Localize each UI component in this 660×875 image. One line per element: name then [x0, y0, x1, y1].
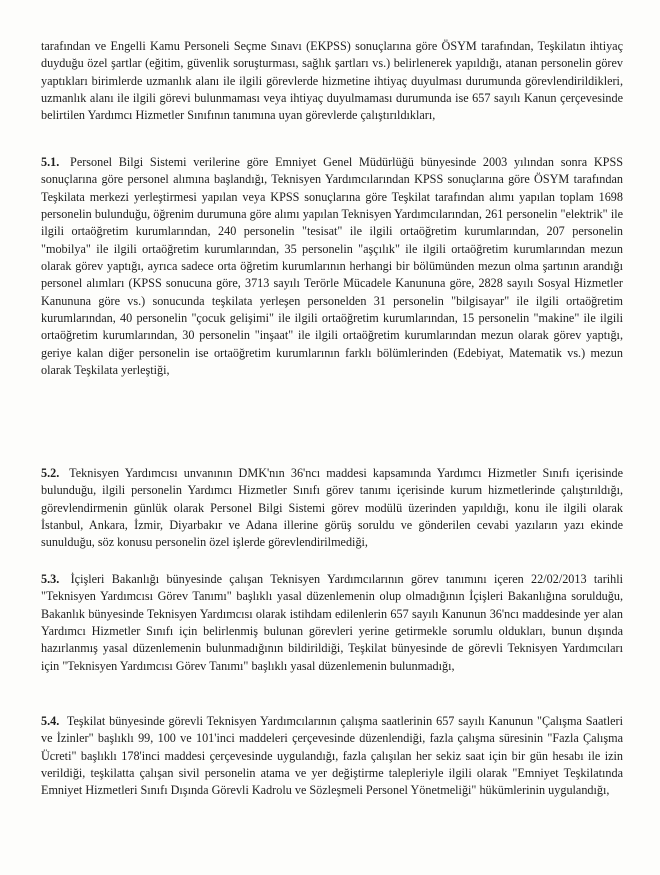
paragraph-text: Teşkilat bünyesinde görevli Teknisyen Yardımcılarının çalışma saatlerinin 657 sayılı Kanunun "Çalışma Saatleri ve İzinler" başlıklı 99, 100 ve 101'inci maddeleri çerçevesinde düzenlendiği, fazla çalışma süresinin "Fazla Çalışma Ücreti" başlıklı 178'inci maddesi çerçevesinde uygulandığı, fazla çalışılan her sekiz saat için bir gün hesabı ile izin verildiği, teşkilatta çalışan sivil personelin atama ve yer değiştirme talepleriyle ilgili olarak "Emniyet Teşkilatında Emniyet Hizmetleri Sınıfı Dışında Görevli Kadrolu ve Sözleşmeli Personel Yönetmeliği" hükümlerinin uygulandığı, — [41, 714, 623, 798]
paragraph-text: Teknisyen Yardımcısı unvanının DMK'nın 36'ncı maddesi kapsamında Yardımcı Hizmetler Sınıfı içerisinde bulunduğu, ilgili personelin Yardımcı Hizmetler Sınıfı görev tanımı içerisinde kurum hizmetlerinde çalıştırıldığı, görevlendirmenin günlük olarak Personel Bilgi Sistemi görev modülü üzerinden yapıldığı, konu ile ilgili olarak İstanbul, Ankara, İzmir, Diyarbakır ve Adana illerine görüş soruldu ve gönderilen cevabi yazıların yazı ekinde sunulduğu, söz konusu personelin özel işlerde görevlendirilmediği, — [41, 466, 623, 550]
paragraph-number: 5.1. — [41, 155, 60, 169]
paragraph-5-1 — [41, 154, 623, 379]
paragraph-text: Personel Bilgi Sistemi verilerine göre Emniyet Genel Müdürlüğü bünyesinde 2003 yılından sonra KPSS sonuçlarına göre personel alımına başlandığı, Teknisyen Yardımcılarından KPSS sonuçlarına göre ÖSYM tarafından Teşkilata merkezi yerleştirmesi yapılan veya KPSS sonuçlarına göre Teşkilat tarafından alımı yapılan toplam 1698 personelin bulunduğu, öğrenim durumuna göre alımı yapılan Teknisyen Yardımcılarından, 261 personelin "elektrik" ile ilgili ortaöğretim kurumlarından, 240 personelin "tesisat" ile ilgili ortaöğretim kurumlarından, 207 personelin "mobilya" ile ilgili ortaöğretim kurumlarından, 35 personelin "aşçılık" ile ilgili ortaöğretim kurumlarından mezun olarak görev yaptığı, ayrıca sadece orta öğretim kurumlarının herhangi bir bölümünden mezun olma şartının arandığı personel alımları (KPSS sonucuna göre, 3713 sayılı Terörle Mücadele Kanununa göre, 2828 sayılı Sosyal Hizmetler Kanununa göre vs.) sonucunda teşkilata yerleşen personelden 31 personelin "bilgisayar" ile ilgili ortaöğretim kurumlarından, 40 personelin "çocuk gelişimi" ile ilgili ortaöğretim kurumlarından, 15 personelin "makine" ile ilgili ortaöğretim kurumlarından, 30 personelin "inşaat" ile ilgili ortaöğretim kurumlarından mezun olarak görev yaptığı, geriye kalan diğer personelin ise ortaöğretim kurumlarının farklı bölümlerinden (Edebiyat, Matematik vs.) mezun olarak Teşkilata yerleştiği, — [41, 155, 624, 378]
paragraph-text: tarafından ve Engelli Kamu Personeli Seçme Sınavı (EKPSS) sonuçlarına göre ÖSYM tarafından, Teşkilatın ihtiyaç duyduğu özel şartlar (eğitim, güvenlik soruşturması, sağlık şartları vs.) belirlenerek yapıldığı, atanan personelin görev yaptıkları birimlerde uzmanlık alanı ile ilgili görevlerde hizmetine ihtiyaç duyulması durumunda görevlendirildikleri, uzmanlık alanı ile ilgili görevi bulunmaması veya ihtiyaç duyulmaması durumunda ise 657 sayılı Kanun çerçevesinde belirtilen Yardımcı Hizmetler Sınıfının tanımına uyan görevlerde çalıştırıldıkları, — [41, 39, 623, 123]
paragraph-text: İçişleri Bakanlığı bünyesinde çalışan Teknisyen Yardımcılarının görev tanımını içeren 22/02/2013 tarihli "Teknisyen Yardımcısı Görev Tanımı" başlıklı yasal düzenlemenin olup olmadığının İçişleri Bakanlığına sorulduğu, Bakanlık bünyesinde Teknisyen Yardımcısı olarak istihdam edilenlerin 657 sayılı Kanunun 36'ncı maddesinde yer alan Yardımcı Hizmetler Sınıfı için belirlenmiş bulunan görevleri yerine getirmekle sorumlu oldukları, bunun dışında hazırlanmış yasal düzenlemenin bulunmadığının bildirildiği, Teşkilat bünyesinde de görevli Teknisyen Yardımcıları için "Teknisyen Yardımcısı Görev Tanımı" başlıklı yasal düzenlemenin bulunmadığı, — [41, 572, 624, 673]
paragraph-5-3 — [41, 571, 623, 675]
paragraph-5-2 — [41, 465, 623, 552]
paragraph-number: 5.2. — [41, 466, 60, 480]
paragraph-5-4 — [41, 713, 623, 800]
paragraph-number: 5.3. — [41, 572, 60, 586]
paragraph-number: 5.4. — [41, 714, 60, 728]
paragraph-continuation — [41, 38, 623, 125]
